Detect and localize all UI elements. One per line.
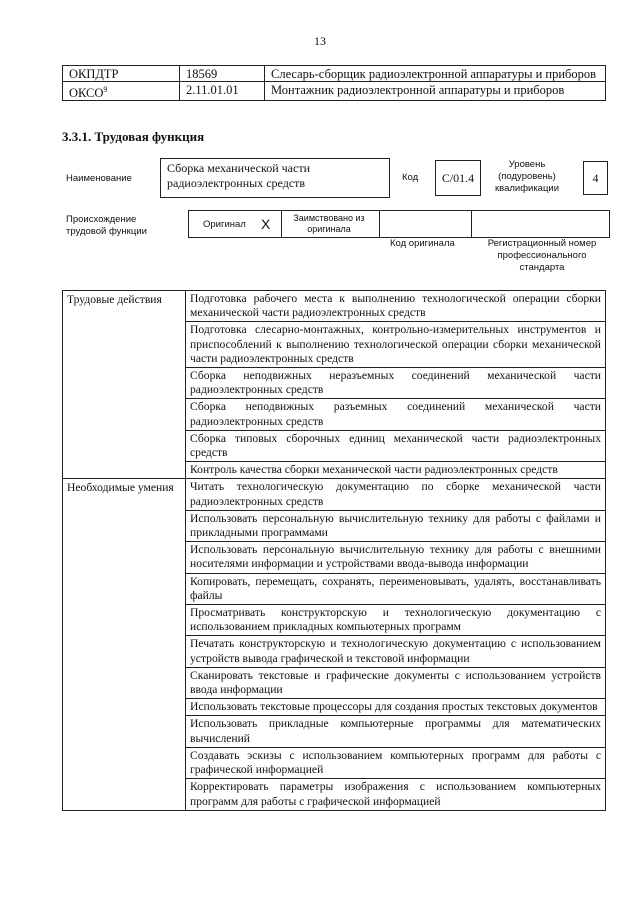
skill-row: Читать технологическую документацию по сборке механической части радиоэлектронных средств xyxy=(186,479,606,510)
level-box xyxy=(583,161,608,195)
labor-function-table xyxy=(62,290,606,811)
occupation-name-cell: Слесарь-сборщик радиоэлектронной аппаратуры и приборов xyxy=(265,66,606,82)
code-box xyxy=(435,160,481,196)
code-cell: 2.11.01.01 xyxy=(180,82,265,101)
table-row xyxy=(63,66,606,82)
code-system-text: ОКСО xyxy=(69,86,104,101)
table-row xyxy=(63,82,606,101)
origin-box xyxy=(188,210,610,238)
skill-row: Копировать, перемещать, сохранять, переименовывать, удалять, восстанавливать файлы xyxy=(186,573,606,604)
group-header-required-skills: Необходимые умения xyxy=(63,479,186,810)
table-row xyxy=(63,291,606,322)
skill-row: Использовать персональную вычислительную технику для работы с внешними носителями информации и устройствами ввода-вывода информации xyxy=(186,542,606,573)
classification-table xyxy=(62,65,606,101)
table-row xyxy=(63,479,606,510)
skill-row: Использовать текстовые процессоры для создания простых текстовых документов xyxy=(186,699,606,716)
origin-label: Происхождение трудовой функции xyxy=(66,214,147,237)
code-cell: 18569 xyxy=(180,66,265,82)
function-name: Сборка механической части радиоэлектронных средств xyxy=(167,161,310,190)
code-original-caption: Код оригинала xyxy=(390,238,455,249)
level-label: Уровень (подуровень) квалификации xyxy=(494,159,560,194)
code-label: Код xyxy=(402,172,419,183)
code-value: C/01.4 xyxy=(441,171,475,185)
origin-divider xyxy=(281,211,282,237)
labor-action-row: Подготовка рабочего места к выполнению технологической операции сборки механической части радиоэлектронных средств xyxy=(186,291,606,322)
level-value: 4 xyxy=(592,171,599,185)
skill-row: Просматривать конструкторскую и технологическую документацию с использованием прикладных компьютерных программ xyxy=(186,605,606,636)
occupation-name-cell: Монтажник радиоэлектронной аппаратуры и приборов xyxy=(265,82,606,101)
footnote-marker: 9 xyxy=(103,85,108,94)
name-label: Наименование xyxy=(66,173,132,184)
reg-number-caption: Регистрационный номер профессионального стандарта xyxy=(487,238,597,273)
origin-divider xyxy=(379,211,380,237)
code-system-cell: ОКПДТР xyxy=(63,66,180,82)
origin-divider xyxy=(471,211,472,237)
original-checkmark: X xyxy=(261,216,271,232)
function-name-box xyxy=(160,158,390,198)
skill-row: Сканировать текстовые и графические документы с использованием устройств ввода информации xyxy=(186,667,606,698)
original-label: Оригинал xyxy=(203,219,246,230)
labor-action-row: Сборка неподвижных разъемных соединений механической части радиоэлектронных средств xyxy=(186,399,606,430)
skill-row: Использовать персональную вычислительную технику для работы с файлами и прикладными программами xyxy=(186,510,606,541)
skill-row: Создавать эскизы с использованием компьютерных программ для работы с графической информацией xyxy=(186,747,606,778)
borrowed-label: Заимствовано из оригинала xyxy=(293,213,365,234)
skill-row: Корректировать параметры изображения с использованием компьютерных программ для работы с графической информацией xyxy=(186,779,606,810)
skill-row: Печатать конструкторскую и технологическую документацию с использованием устройств вывода графической и текстовой информации xyxy=(186,636,606,667)
section-heading: 3.3.1. Трудовая функция xyxy=(62,129,205,144)
labor-action-row: Сборка типовых сборочных единиц механической части радиоэлектронных средств xyxy=(186,430,606,461)
labor-action-row: Подготовка слесарно-монтажных, контрольно-измерительных инструментов и приспособлений к выполнению технологической операции сборки механической части радиоэлектронных средств xyxy=(186,322,606,368)
code-system-cell xyxy=(63,82,180,101)
page-number: 13 xyxy=(314,34,326,48)
labor-action-row: Сборка неподвижных неразъемных соединений механической части радиоэлектронных средств xyxy=(186,368,606,399)
skill-row: Использовать прикладные компьютерные программы для математических вычислений xyxy=(186,716,606,747)
labor-action-row: Контроль качества сборки механической части радиоэлектронных средств xyxy=(186,462,606,479)
group-header-labor-actions: Трудовые действия xyxy=(63,291,186,479)
